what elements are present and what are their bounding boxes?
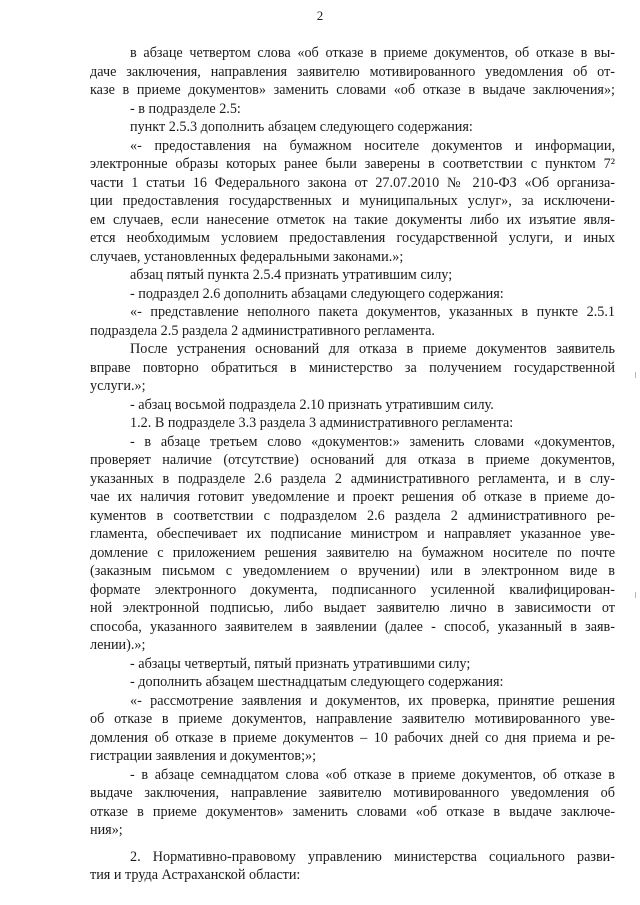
text-line: пункт 2.5.3 дополнить абзацем следующего содержания: — [130, 119, 473, 135]
document-body — [90, 44, 615, 885]
text-line: указанных в подразделе 2.6 раздела 2 административного регламента, и в слу- — [90, 470, 615, 487]
text-line: отказе в приеме документов» заменить словами «об отказе в выдаче заключе- — [90, 803, 615, 820]
text-line: проверяет наличие (отсутствие) оснований для отказа в приеме документов, — [90, 452, 615, 468]
text-line: части 1 статьи 16 Федерального закона от 27.07.2010 № 210-ФЗ «Об организа- — [90, 174, 615, 191]
text-line: услуги.»; — [90, 378, 146, 394]
text-line: лении).»; — [90, 637, 146, 653]
text-line: гистрации заявления и документов;»; — [90, 748, 317, 764]
text-line: вправе повторно обратиться в министерство за получением государственной — [90, 359, 615, 376]
text-line: об отказе в приеме документов, направление заявителю мотивированного уве- — [90, 711, 615, 727]
text-line: гламента, обеспечивает их подписание министром и направляет указанное уве- — [90, 526, 615, 542]
text-line: 1.2. В подразделе 3.3 раздела 3 административного регламента: — [130, 415, 514, 431]
text-line: подраздела 2.5 раздела 2 административного регламента. — [90, 322, 435, 339]
text-line: формате электронного документа, подписанного усиленной квалифицирован- — [90, 581, 615, 598]
text-line: домление с приложением решения заявителю на бумажном носителе по почте — [90, 544, 615, 561]
text-line: «- представление неполного пакета документов, указанных в пункте 2.5.1 — [130, 304, 615, 320]
text-line: - абзац восьмой подраздела 2.10 признать утратившим силу. — [130, 396, 494, 413]
text-line: 2. Нормативно-правовому управлению министерства социального разви- — [130, 848, 615, 865]
text-line: случаев, установленных федеральными законами.»; — [90, 248, 404, 265]
text-line: ем случаев, если нанесение отметок на такие документы либо их изъятие явля- — [90, 211, 615, 228]
scan-edge-mark — [635, 592, 636, 598]
text-line: домления об отказе в приеме документов – 10 рабочих дней со дня приема и ре- — [90, 729, 615, 746]
text-line: электронные образы которых ранее были заверены в соответствии с пунктом 7² — [90, 156, 615, 172]
text-line: После устранения оснований для отказа в приеме документов заявитель — [130, 341, 615, 357]
text-line: кументов в соответствии с подразделом 2.6 раздела 2 административного ре- — [90, 507, 615, 524]
text-line: чае их наличия готовит уведомление и проект решения об отказе в приеме до- — [90, 489, 615, 505]
text-line: (заказным письмом с уведомлением о вручении) или в электронном виде в — [90, 563, 615, 579]
text-line: «- предоставления на бумажном носителе документов и информации, — [130, 137, 615, 154]
text-line: - в абзаце семнадцатом слова «об отказе в приеме документов, об отказе в — [130, 766, 615, 783]
text-line: - в подразделе 2.5: — [130, 100, 241, 117]
text-line: казе в приеме документов» заменить словами «об отказе в выдаче заключения»; — [90, 82, 615, 98]
text-line: даче заключения, направления заявителю мотивированного уведомления об от- — [90, 63, 615, 80]
text-line: ной электронной подписью, либо выдает заявителю лично в зависимости от — [90, 600, 615, 616]
text-line: абзац пятый пункта 2.5.4 признать утратившим силу; — [130, 267, 453, 283]
text-line: «- рассмотрение заявления и документов, их проверка, принятие решения — [130, 692, 615, 709]
text-line: тия и труда Астраханской области: — [90, 867, 301, 883]
text-line: ния»; — [90, 822, 123, 838]
text-line: выдаче заключения, направление заявителю мотивированного уведомления об — [90, 785, 615, 801]
text-line: - абзацы четвертый, пятый признать утратившими силу; — [130, 655, 471, 672]
scan-edge-mark — [635, 372, 636, 378]
text-line: - в абзаце третьем слово «документов:» заменить словами «документов, — [130, 433, 615, 450]
text-line: способа, указанного заявителем в заявлении (далее - способ, указанный в заяв- — [90, 618, 615, 635]
text-line: ется необходимым условием предоставления государственной услуги, и иных — [90, 230, 615, 246]
text-line: в абзаце четвертом слова «об отказе в приеме документов, об отказе в вы- — [130, 45, 615, 61]
text-line: - дополнить абзацем шестнадцатым следующего содержания: — [130, 674, 504, 690]
page-number: 2 — [316, 8, 324, 23]
text-line: - подраздел 2.6 дополнить абзацами следующего содержания: — [130, 285, 504, 302]
text-line: ции предоставления государственных и муниципальных услуг», за исключени- — [90, 193, 615, 209]
